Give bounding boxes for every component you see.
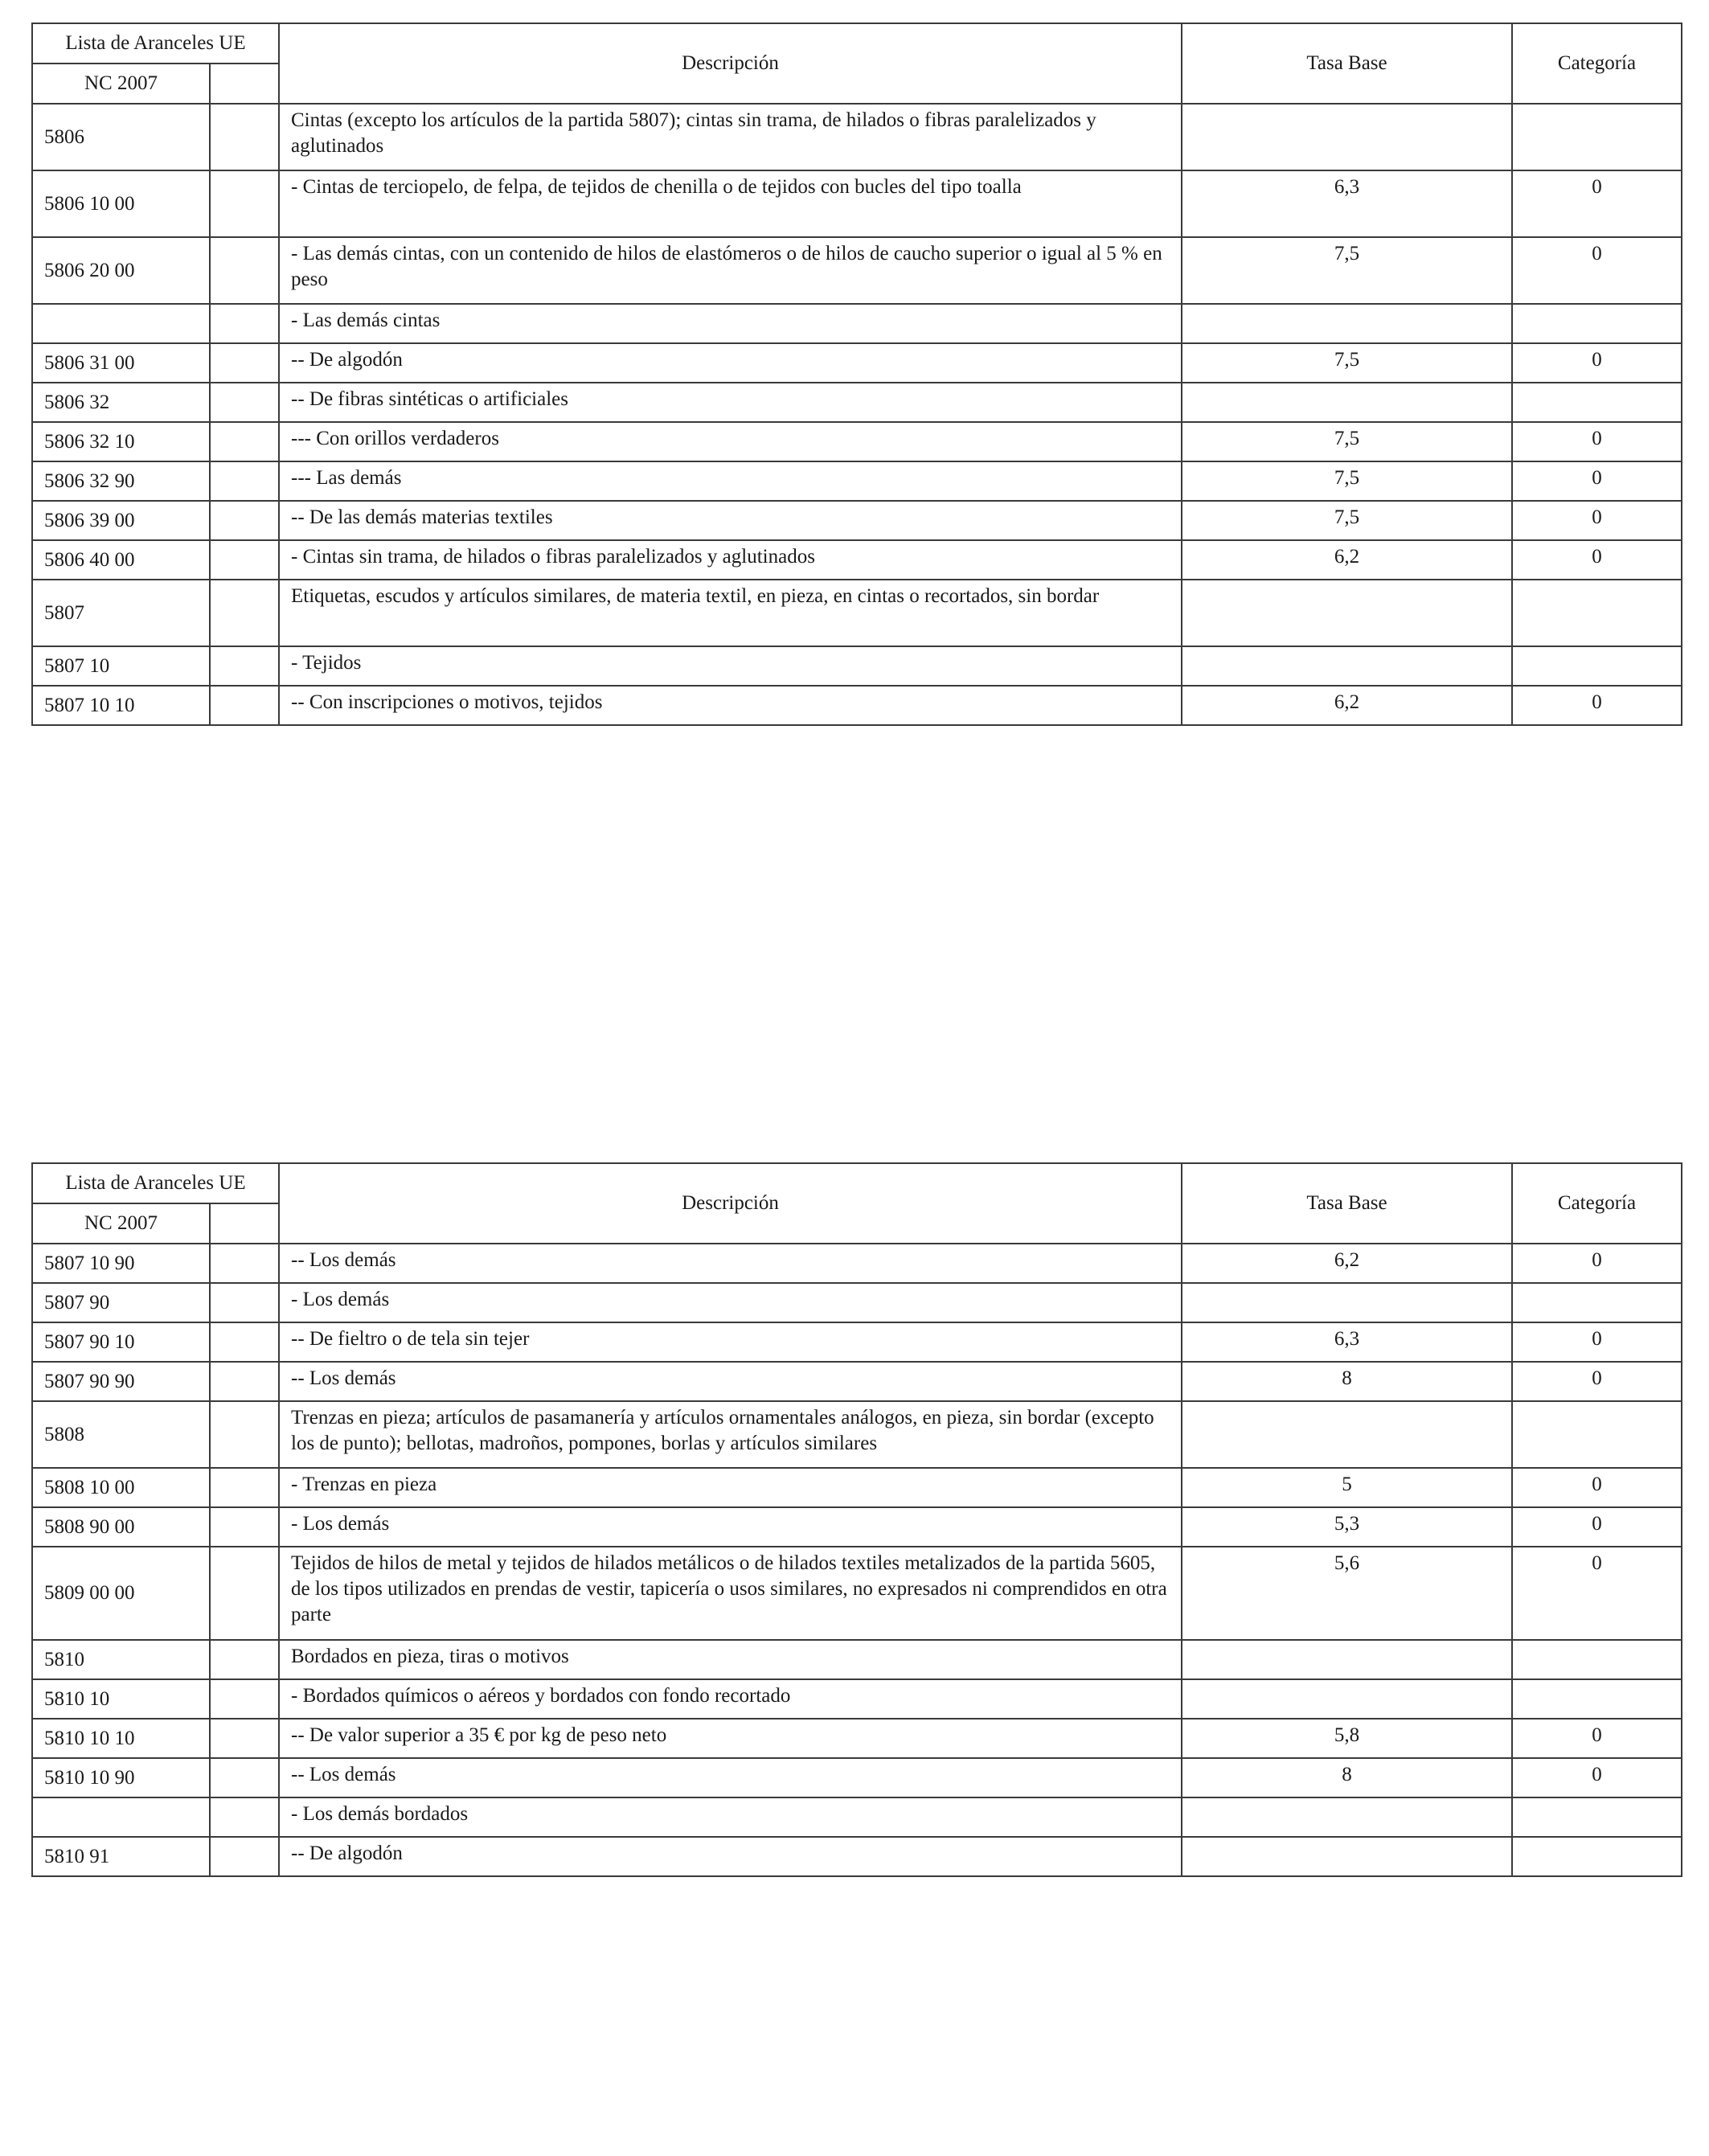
table-row [32, 580, 1682, 646]
blank-cell [210, 1547, 279, 1640]
table-row [32, 461, 1682, 501]
nc-code-cell [32, 304, 210, 343]
table-row [32, 383, 1682, 422]
description-cell: -- De fieltro o de tela sin tejer [279, 1322, 1182, 1362]
blank-cell [210, 104, 279, 170]
description-cell: Bordados en pieza, tiras o motivos [279, 1640, 1182, 1679]
rate-cell [1182, 383, 1512, 422]
rate-cell: 6,2 [1182, 686, 1512, 725]
table-row [32, 1797, 1682, 1837]
rate-cell: 6,2 [1182, 540, 1512, 580]
description-cell: - Trenzas en pieza [279, 1468, 1182, 1507]
description-cell: - Los demás [279, 1507, 1182, 1547]
table-row [32, 1758, 1682, 1797]
category-cell [1512, 383, 1682, 422]
rate-header: Tasa Base [1182, 23, 1512, 104]
blank-cell [210, 1837, 279, 1876]
table-row [32, 1640, 1682, 1679]
category-cell: 0 [1512, 501, 1682, 540]
rate-cell: 7,5 [1182, 461, 1512, 501]
rate-cell [1182, 1283, 1512, 1322]
category-cell: 0 [1512, 422, 1682, 461]
category-cell: 0 [1512, 237, 1682, 304]
blank-cell [210, 343, 279, 383]
tariff-table [31, 23, 1682, 726]
table-row [32, 540, 1682, 580]
description-cell: -- De fibras sintéticas o artificiales [279, 383, 1182, 422]
rate-cell [1182, 1679, 1512, 1719]
table-row [32, 170, 1682, 237]
rate-cell: 8 [1182, 1758, 1512, 1797]
nc-header: NC 2007 [32, 64, 210, 104]
nc-code-cell: 5806 [32, 104, 210, 170]
description-cell: - Tejidos [279, 646, 1182, 686]
table-row [32, 686, 1682, 725]
table-row [32, 1507, 1682, 1547]
description-cell: - Bordados químicos o aéreos y bordados con fondo recortado [279, 1679, 1182, 1719]
table-row [32, 1401, 1682, 1468]
nc-code-cell: 5806 32 [32, 383, 210, 422]
description-cell: -- De algodón [279, 343, 1182, 383]
table-row [32, 1837, 1682, 1876]
nc-code-cell: 5806 32 10 [32, 422, 210, 461]
category-cell: 0 [1512, 1758, 1682, 1797]
table-row [32, 304, 1682, 343]
nc-code-cell: 5806 32 90 [32, 461, 210, 501]
category-cell [1512, 1401, 1682, 1468]
nc-code-cell: 5807 [32, 580, 210, 646]
description-cell: Cintas (excepto los artículos de la partida 5807); cintas sin trama, de hilados o fibras paralelizados y aglutinados [279, 104, 1182, 170]
blank-cell [210, 686, 279, 725]
table-body [32, 1244, 1682, 1876]
nc-code-cell: 5806 20 00 [32, 237, 210, 304]
nc-code-cell: 5810 [32, 1640, 210, 1679]
table-row [32, 104, 1682, 170]
nc-code-cell: 5810 10 [32, 1679, 210, 1719]
nc-code-cell: 5807 90 [32, 1283, 210, 1322]
description-cell: -- De algodón [279, 1837, 1182, 1876]
table-row [32, 1468, 1682, 1507]
nc-code-cell: 5806 39 00 [32, 501, 210, 540]
rate-cell [1182, 304, 1512, 343]
blank-cell [210, 1507, 279, 1547]
category-header: Categoría [1512, 1163, 1682, 1244]
description-cell: - Los demás bordados [279, 1797, 1182, 1837]
rate-cell: 7,5 [1182, 237, 1512, 304]
blank-cell [210, 1322, 279, 1362]
nc-code-cell [32, 1797, 210, 1837]
category-cell [1512, 1640, 1682, 1679]
table-row [32, 1547, 1682, 1640]
category-cell: 0 [1512, 1362, 1682, 1401]
category-cell: 0 [1512, 1507, 1682, 1547]
description-cell: - Las demás cintas, con un contenido de hilos de elastómeros o de hilos de caucho superior o igual al 5 % en peso [279, 237, 1182, 304]
rate-header: Tasa Base [1182, 1163, 1512, 1244]
table-row [32, 501, 1682, 540]
category-header: Categoría [1512, 23, 1682, 104]
category-cell: 0 [1512, 1244, 1682, 1283]
category-cell: 0 [1512, 1468, 1682, 1507]
rate-cell [1182, 1797, 1512, 1837]
blank-header-cell [210, 1203, 279, 1244]
category-cell [1512, 646, 1682, 686]
nc-header: NC 2007 [32, 1203, 210, 1244]
rate-cell: 7,5 [1182, 422, 1512, 461]
rate-cell [1182, 1837, 1512, 1876]
blank-cell [210, 501, 279, 540]
description-cell: -- De las demás materias textiles [279, 501, 1182, 540]
category-cell [1512, 1283, 1682, 1322]
description-cell: - Los demás [279, 1283, 1182, 1322]
blank-cell [210, 1362, 279, 1401]
nc-code-cell: 5810 10 90 [32, 1758, 210, 1797]
rate-cell: 6,3 [1182, 1322, 1512, 1362]
category-cell: 0 [1512, 1547, 1682, 1640]
category-cell: 0 [1512, 1719, 1682, 1758]
description-cell: Etiquetas, escudos y artículos similares, de materia textil, en pieza, en cintas o recortados, sin bordar [279, 580, 1182, 646]
list-header: Lista de Aranceles UE [32, 1163, 279, 1203]
nc-code-cell: 5806 40 00 [32, 540, 210, 580]
blank-cell [210, 540, 279, 580]
blank-cell [210, 1758, 279, 1797]
blank-cell [210, 1401, 279, 1468]
description-cell: -- Los demás [279, 1758, 1182, 1797]
nc-code-cell: 5807 10 10 [32, 686, 210, 725]
description-cell: -- De valor superior a 35 € por kg de peso neto [279, 1719, 1182, 1758]
rate-cell [1182, 1401, 1512, 1468]
category-cell: 0 [1512, 170, 1682, 237]
rate-cell [1182, 1640, 1512, 1679]
rate-cell: 5,8 [1182, 1719, 1512, 1758]
list-header: Lista de Aranceles UE [32, 23, 279, 64]
rate-cell: 6,2 [1182, 1244, 1512, 1283]
table-row [32, 422, 1682, 461]
table-row [32, 1679, 1682, 1719]
table-row [32, 343, 1682, 383]
description-header: Descripción [279, 1163, 1182, 1244]
description-cell: --- Las demás [279, 461, 1182, 501]
table-row [32, 237, 1682, 304]
blank-cell [210, 580, 279, 646]
blank-cell [210, 646, 279, 686]
blank-cell [210, 1640, 279, 1679]
category-cell [1512, 104, 1682, 170]
blank-cell [210, 422, 279, 461]
category-cell: 0 [1512, 461, 1682, 501]
blank-cell [210, 1679, 279, 1719]
description-cell: -- Los demás [279, 1244, 1182, 1283]
table-row [32, 1244, 1682, 1283]
nc-code-cell: 5808 [32, 1401, 210, 1468]
blank-cell [210, 1283, 279, 1322]
category-cell [1512, 1837, 1682, 1876]
description-cell: - Cintas de terciopelo, de felpa, de tejidos de chenilla o de tejidos con bucles del tipo toalla [279, 170, 1182, 237]
nc-code-cell: 5807 10 [32, 646, 210, 686]
table-row [32, 1322, 1682, 1362]
table-row [32, 646, 1682, 686]
category-cell [1512, 304, 1682, 343]
rate-cell [1182, 646, 1512, 686]
table-row [32, 1283, 1682, 1322]
category-cell: 0 [1512, 686, 1682, 725]
description-cell: - Las demás cintas [279, 304, 1182, 343]
blank-cell [210, 304, 279, 343]
blank-cell [210, 1797, 279, 1837]
description-cell: -- Con inscripciones o motivos, tejidos [279, 686, 1182, 725]
rate-cell [1182, 580, 1512, 646]
nc-code-cell: 5807 90 90 [32, 1362, 210, 1401]
blank-cell [210, 461, 279, 501]
nc-code-cell: 5810 10 10 [32, 1719, 210, 1758]
description-cell: -- Los demás [279, 1362, 1182, 1401]
rate-cell: 7,5 [1182, 343, 1512, 383]
description-header: Descripción [279, 23, 1182, 104]
rate-cell [1182, 104, 1512, 170]
nc-code-cell: 5810 91 [32, 1837, 210, 1876]
tariff-table [31, 1162, 1682, 1877]
blank-cell [210, 1244, 279, 1283]
blank-cell [210, 170, 279, 237]
blank-cell [210, 383, 279, 422]
blank-header-cell [210, 64, 279, 104]
rate-cell: 5,3 [1182, 1507, 1512, 1547]
description-cell: - Cintas sin trama, de hilados o fibras paralelizados y aglutinados [279, 540, 1182, 580]
rate-cell: 8 [1182, 1362, 1512, 1401]
nc-code-cell: 5808 10 00 [32, 1468, 210, 1507]
blank-cell [210, 237, 279, 304]
table-body [32, 104, 1682, 725]
rate-cell: 5,6 [1182, 1547, 1512, 1640]
nc-code-cell: 5807 90 10 [32, 1322, 210, 1362]
category-cell: 0 [1512, 1322, 1682, 1362]
category-cell [1512, 580, 1682, 646]
nc-code-cell: 5807 10 90 [32, 1244, 210, 1283]
rate-cell: 6,3 [1182, 170, 1512, 237]
description-cell: Tejidos de hilos de metal y tejidos de hilados metálicos o de hilados textiles metalizados de la partida 5605, de los tipos utilizados en prendas de vestir, tapicería o usos similares, no expresados ni comprendidos en otra parte [279, 1547, 1182, 1640]
nc-code-cell: 5809 00 00 [32, 1547, 210, 1640]
rate-cell: 7,5 [1182, 501, 1512, 540]
table-row [32, 1719, 1682, 1758]
nc-code-cell: 5806 31 00 [32, 343, 210, 383]
description-cell: Trenzas en pieza; artículos de pasamanería y artículos ornamentales análogos, en pieza, sin bordar (excepto los de punto); bellotas, madroños, pompones, borlas y artículos similares [279, 1401, 1182, 1468]
blank-cell [210, 1468, 279, 1507]
blank-cell [210, 1719, 279, 1758]
category-cell: 0 [1512, 540, 1682, 580]
category-cell: 0 [1512, 343, 1682, 383]
nc-code-cell: 5808 90 00 [32, 1507, 210, 1547]
description-cell: --- Con orillos verdaderos [279, 422, 1182, 461]
rate-cell: 5 [1182, 1468, 1512, 1507]
table-row [32, 1362, 1682, 1401]
nc-code-cell: 5806 10 00 [32, 170, 210, 237]
category-cell [1512, 1679, 1682, 1719]
category-cell [1512, 1797, 1682, 1837]
